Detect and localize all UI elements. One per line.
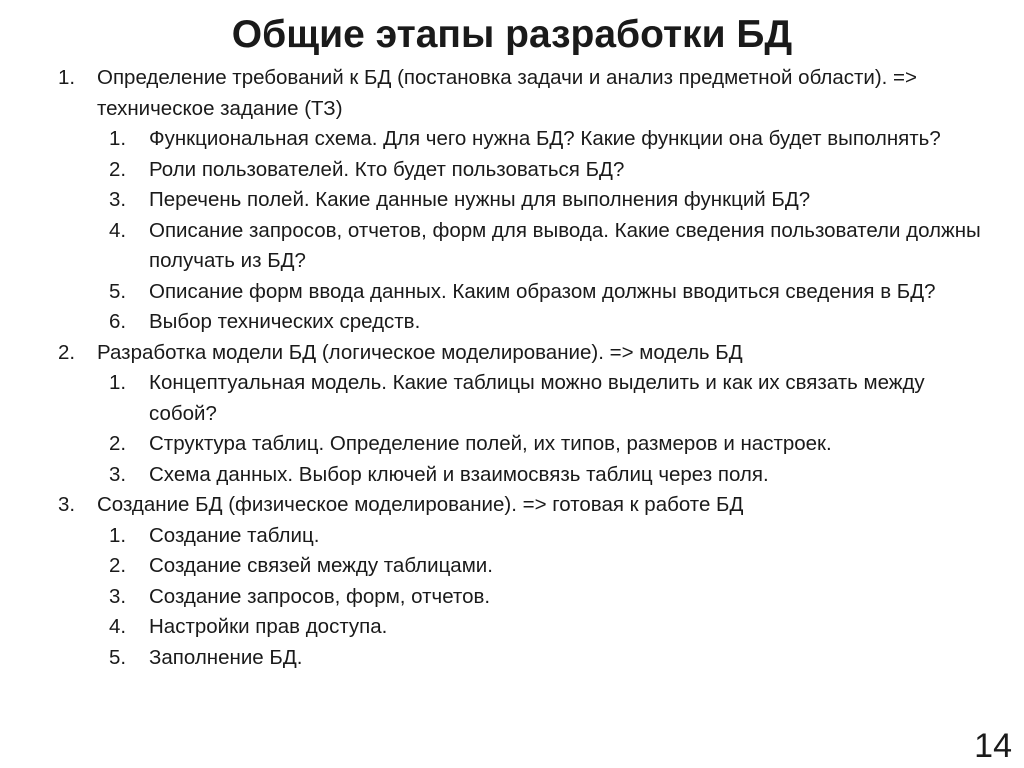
item-number: 3. [109, 462, 127, 486]
list-item [58, 124, 988, 155]
item-number: 5. [109, 279, 127, 303]
list-item [58, 521, 988, 552]
item-text: Функциональная схема. Для чего нужна БД? Какие функции она будет выполнять? [149, 127, 941, 150]
item-text: Создание связей между таблицами. [149, 554, 493, 577]
list-item [58, 63, 988, 124]
slide-title: Общие этапы разработки БД [231, 13, 793, 56]
item-text: Описание запросов, отчетов, форм для вывода. Какие сведения пользователи должны получать из БД? [149, 218, 981, 272]
item-number: 1. [58, 66, 76, 89]
list-item [58, 643, 988, 674]
item-text: Разработка модели БД (логическое моделирование). => модель БД [97, 340, 743, 364]
list-item [58, 612, 988, 643]
list-item [58, 155, 988, 186]
item-text: Создание БД (физическое моделирование). => готовая к работе БД [97, 493, 744, 516]
item-number: 2. [109, 157, 127, 181]
item-number: 1. [109, 371, 127, 394]
item-text: Концептуальная модель. Какие таблицы можно выделить и как их связать между собой? [149, 371, 925, 425]
item-text: Структура таблиц. Определение полей, их типов, размеров и настроек. [149, 432, 832, 455]
item-number: 4. [109, 218, 127, 242]
list-item [58, 582, 988, 613]
item-number: 3. [109, 584, 127, 608]
list-item [58, 460, 988, 491]
item-number: 2. [109, 432, 127, 455]
item-number: 2. [58, 340, 76, 364]
stages-list [58, 63, 988, 673]
list-item [58, 307, 988, 338]
item-number: 1. [109, 127, 127, 150]
item-number: 2. [109, 554, 127, 577]
item-text: Схема данных. Выбор ключей и взаимосвязь таблиц через поля. [149, 462, 769, 486]
item-text: Описание форм ввода данных. Каким образом должны вводиться сведения в БД? [149, 279, 936, 303]
list-item [58, 338, 988, 369]
list-item [58, 185, 988, 216]
item-text: Создание запросов, форм, отчетов. [149, 584, 491, 608]
item-number: 1. [109, 523, 127, 547]
list-item [58, 490, 988, 521]
item-number: 4. [109, 615, 127, 638]
item-number: 3. [58, 493, 76, 516]
item-text: Выбор технических средств. [149, 310, 421, 333]
list-item [58, 368, 988, 429]
item-number: 5. [109, 645, 127, 669]
list-item [58, 277, 988, 308]
item-text: Определение требований к БД (постановка задачи и анализ предметной области). => техническое задание (ТЗ) [97, 66, 917, 120]
item-text: Создание таблиц. [149, 523, 320, 547]
list-item [58, 551, 988, 582]
item-text: Заполнение БД. [149, 645, 303, 669]
item-number: 3. [109, 188, 127, 211]
item-number: 6. [109, 310, 127, 333]
list-item [58, 216, 988, 277]
item-text: Роли пользователей. Кто будет пользоваться БД? [149, 157, 625, 181]
page-number: 14 [974, 727, 1012, 765]
item-text: Настройки прав доступа. [149, 615, 388, 638]
list-item [58, 429, 988, 460]
item-text: Перечень полей. Какие данные нужны для выполнения функций БД? [149, 188, 811, 211]
